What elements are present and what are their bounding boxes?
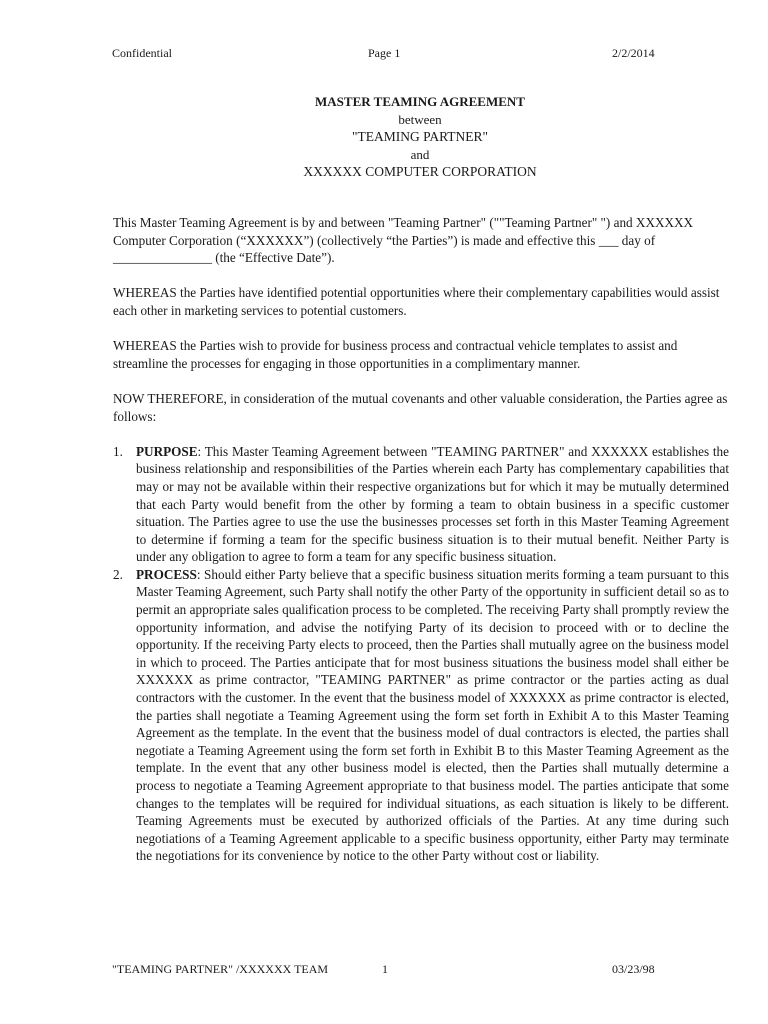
numbered-sections [113, 443, 729, 865]
footer-team: "TEAMING PARTNER" /XXXXXX TEAM [112, 962, 329, 976]
section-text: : This Master Teaming Agreement between "TEAMING PARTNER" and XXXXXX establishes the business relationship and responsibilities of the Parties wherein each Party has complementary capabilities that may or may not be available within their respective organizations but for which it may be mutually determined that each Party would benefit from the other by forming a team to obtain business in a specific customer situation. The Parties agree to use the use the businesses processes set forth in this Master Teaming Agreement to determine if forming a team for the specific business situation is to their mutual benefit. Neither Party is under any obligation to agree to form a team for any specific business situation. [136, 443, 729, 565]
title-and: and [410, 146, 430, 162]
intro-paragraph: This Master Teaming Agreement is by and between "Teaming Partner" (""Teaming Partner" ") and XXXXXX Computer Corporation (“XXXXXX”) (collectively “the Parties”) is made and effective this ___ day of _______________ (the “Effective Date”). [113, 215, 694, 266]
footer-page-number: 1 [382, 962, 388, 976]
section-heading: PURPOSE [136, 443, 198, 459]
section-process [113, 566, 729, 865]
header-confidential: Confidential [112, 46, 172, 60]
section-heading: PROCESS [136, 566, 197, 582]
document-title: MASTER TEAMING AGREEMENT [315, 94, 525, 109]
section-purpose [113, 443, 729, 566]
document-body [113, 214, 729, 865]
section-number: 1. [113, 443, 123, 459]
section-number: 2. [113, 566, 123, 582]
now-therefore-paragraph: NOW THEREFORE, in consideration of the mutual covenants and other valuable consideration, the Parties agree as follows: [113, 390, 728, 424]
header-date: 2/2/2014 [612, 46, 655, 60]
title-block [0, 93, 768, 181]
whereas-paragraph-1: WHEREAS the Parties have identified potential opportunities where their complementary capabilities would assist each other in marketing services to potential customers. [113, 285, 720, 318]
header-page-number: Page 1 [368, 46, 401, 60]
section-text: : Should either Party believe that a specific business situation merits forming a team pursuant to this Master Teaming Agreement, such Party shall notify the other Party of the opportunity in sufficient detail so as to permit an appropriate sales qualification process to be completed. The receiving Party shall promptly review the opportunity information, and advise the notifying Party of its decision to proceed with or to decline the opportunity. If the receiving Party elects to proceed, then the Parties shall mutually agree on the business model in which to proceed. The Parties anticipate that for most business situations the business model shall either be XXXXXX as prime contractor, "TEAMING PARTNER" as prime contractor or the parties acting as dual contractors with the customer. In the event that the business model of XXXXXX as prime contractor is elected, the parties shall negotiate a Teaming Agreement using the form set forth in Exhibit A to this Master Teaming Agreement as the template. In the event that the business model of dual contractors is elected, the parties shall negotiate a Teaming Agreement using the form set forth in Exhibit B to this Master Teaming Agreement as the template. In the event that any other business model is elected, then the Parties shall mutually determine a process to negotiate a Teaming Agreement appropriate to that business model. The parties anticipate that some changes to the templates will be required for individual situations, as each situation is likely to be different. Teaming Agreements must be executed by authorized officials of the Parties. At any time during such negotiations of a Teaming Agreement applicable to a specific business opportunity, either Party may terminate the negotiations for its convenience by notice to the other Party without cost or liability. [136, 566, 730, 864]
title-between: between [398, 111, 442, 127]
title-party-one: "TEAMING PARTNER" [351, 129, 489, 144]
title-party-two: XXXXXX COMPUTER CORPORATION [303, 164, 537, 179]
footer-date: 03/23/98 [612, 962, 655, 976]
whereas-paragraph-2: WHEREAS the Parties wish to provide for business process and contractual vehicle templates to assist and streamline the processes for engaging in those opportunities in a complimentary manner. [113, 338, 678, 371]
